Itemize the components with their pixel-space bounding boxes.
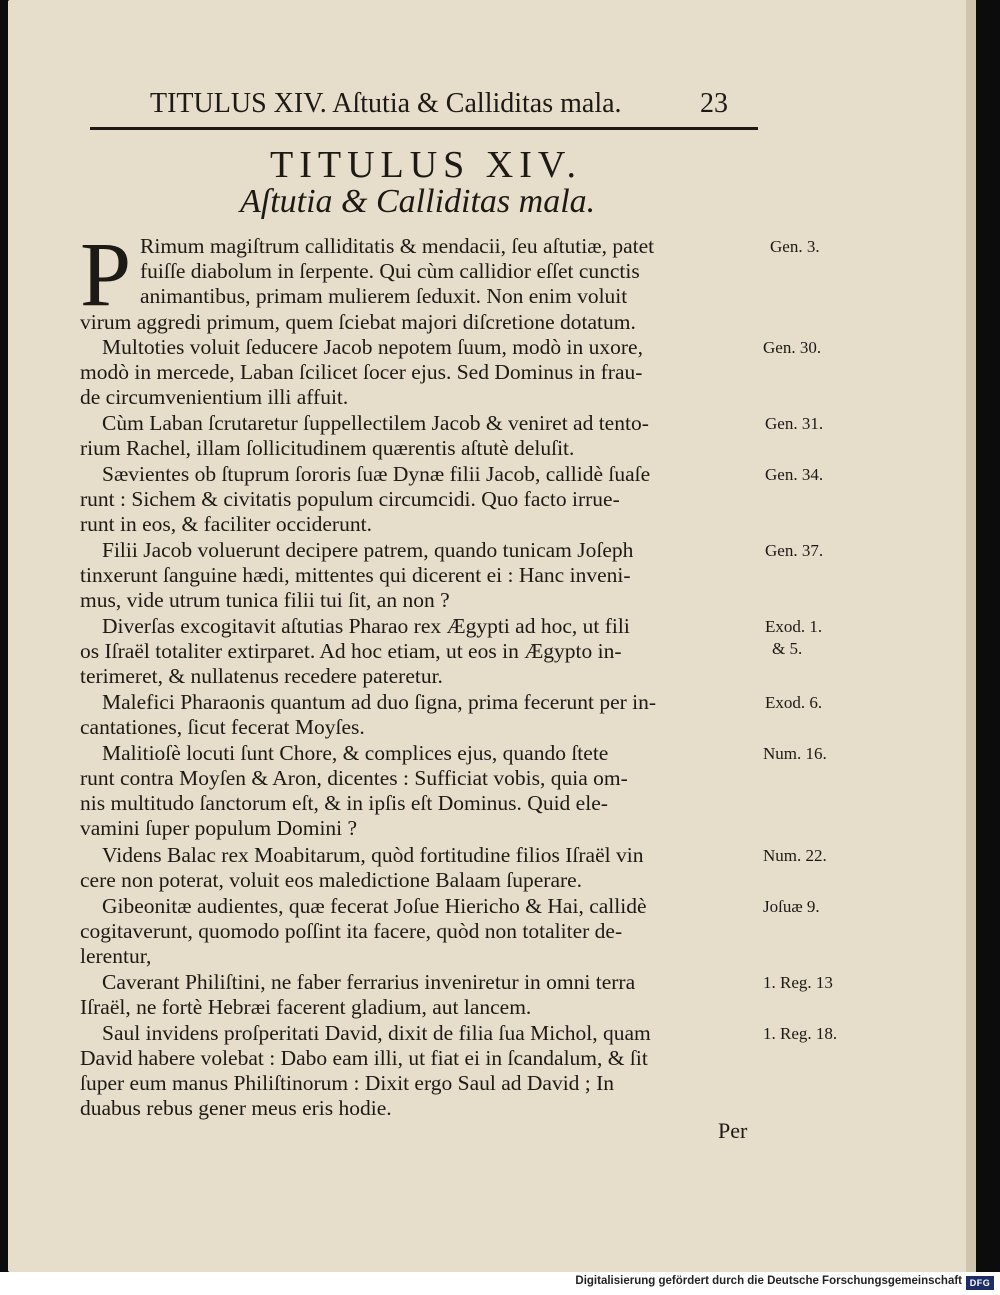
body-line: ſuper eum manus Philiſtinorum : Dixit ergo Saul ad David ; In (80, 1071, 615, 1095)
body-line: os Iſraël totaliter extirparet. Ad hoc etiam, ut eos in Ægypto in- (80, 639, 622, 663)
chapter-subtitle: Aſtutia & Calliditas mala. (240, 183, 596, 220)
body-line: Malefici Pharaonis quantum ad duo ſigna, prima fecerunt per in- (102, 690, 657, 714)
page-number: 23 (700, 88, 728, 119)
funding-footer (0, 1272, 1000, 1295)
body-line: Gibeonitæ audientes, quæ fecerat Joſue Hiericho & Hai, callidè (102, 894, 647, 918)
page-edge (966, 0, 976, 1272)
body-line: tinxerunt ſanguine hædi, mittentes qui dicerent ei : Hanc inveni- (80, 563, 631, 587)
body-line: modò in mercede, Laban ſcilicet ſocer ejus. Sed Dominus in frau- (80, 360, 643, 384)
dfg-logo[interactable]: DFG (966, 1276, 994, 1290)
body-line: Cùm Laban ſcrutaretur ſuppellectilem Jacob & veniret ad tento- (102, 411, 649, 435)
margin-reference: & 5. (772, 639, 803, 658)
body-line: cogitaverunt, quomodo poſſint ita facere, quòd non totaliter de- (80, 919, 623, 943)
body-line: nis multitudo ſanctorum eſt, & in ipſis eſt Dominus. Quid ele- (80, 791, 608, 815)
body-line: runt : Sichem & civitatis populum circumcidi. Quo facto irrue- (80, 487, 620, 511)
body-line: lerentur, (80, 944, 152, 968)
body-line: duabus rebus gener meus eris hodie. (80, 1096, 392, 1120)
margin-reference: Gen. 31. (765, 414, 824, 433)
drop-cap: P (80, 223, 132, 325)
margin-reference: Exod. 6. (765, 693, 823, 712)
body-line: Rimum magiſtrum calliditatis & mendacii, ſeu aſtutiæ, patet (140, 234, 655, 258)
body-line: vamini ſuper populum Domini ? (80, 816, 358, 840)
margin-reference: Gen. 37. (765, 541, 824, 560)
body-line: Filii Jacob voluerunt decipere patrem, quando tunicam Joſeph (102, 538, 634, 562)
body-line: virum aggredi primum, quem ſciebat majori diſcretione dotatum. (80, 310, 636, 334)
body-line: Multoties voluit ſeducere Jacob nepotem ſuum, modò in uxore, (102, 335, 643, 359)
margin-reference: 1. Reg. 18. (763, 1024, 838, 1043)
body-line: Malitioſè locuti ſunt Chore, & complices ejus, quando ſtete (102, 741, 609, 765)
body-line: Diverſas excogitavit aſtutias Pharao rex Ægypti ad hoc, ut fili (102, 614, 630, 638)
margin-reference: Num. 22. (763, 846, 827, 865)
body-line: rium Rachel, illam ſollicitudinem quærentis aſtutè deluſit. (80, 436, 575, 460)
running-head-title: TITULUS XIV. Aſtutia & Calliditas mala. (150, 88, 622, 119)
header-rule (90, 127, 758, 130)
body-line: Caverant Philiſtini, ne faber ferrarius inveniretur in omni terra (102, 970, 636, 994)
catchword: Per (718, 1118, 748, 1143)
chapter-title: TITULUS XIV. (270, 144, 582, 186)
body-line: fuiſſe diabolum in ſerpente. Qui cùm callidior eſſet cunctis (140, 259, 640, 283)
body-line: animantibus, primam mulierem ſeduxit. Non enim voluit (140, 284, 628, 308)
body-line: Saul invidens proſperitati David, dixit de filia ſua Michol, quam (102, 1021, 651, 1045)
margin-reference: Exod. 1. (765, 617, 823, 636)
funding-text: Digitalisierung gefördert durch die Deutsche Forschungsgemeinschaft (575, 1275, 962, 1287)
body-line: David habere volebat : Dabo eam illi, ut fiat ei in ſcandalum, & ſit (80, 1046, 648, 1070)
margin-reference: Joſuæ 9. (763, 897, 820, 916)
margin-reference: 1. Reg. 13 (763, 973, 833, 992)
body-line: mus, vide utrum tunica filii tui ſit, an non ? (80, 588, 450, 612)
body-line: de circumvenientium illi affuit. (80, 385, 349, 409)
margin-reference: Num. 16. (763, 744, 827, 763)
body-line: Videns Balac rex Moabitarum, quòd fortitudine filios Iſraël vin (102, 843, 644, 867)
body-line: cere non poterat, voluit eos maledictione Balaam ſuperare. (80, 868, 583, 892)
body-line: cantationes, ſicut fecerat Moyſes. (80, 715, 365, 739)
body-line: runt in eos, & faciliter occiderunt. (80, 512, 372, 536)
margin-reference: Gen. 30. (763, 338, 822, 357)
margin-reference: Gen. 34. (765, 465, 824, 484)
body-line: terimeret, & nullatenus recedere pateretur. (80, 664, 443, 688)
body-line: Iſraël, ne fortè Hebræi facerent gladium, aut lancem. (80, 995, 532, 1019)
margin-reference: Gen. 3. (770, 237, 820, 256)
body-line: runt contra Moyſen & Aron, dicentes : Sufficiat vobis, quia om- (80, 766, 628, 790)
body-line: Sævientes ob ſtuprum ſororis ſuæ Dynæ filii Jacob, callidè ſuaſe (102, 462, 651, 486)
